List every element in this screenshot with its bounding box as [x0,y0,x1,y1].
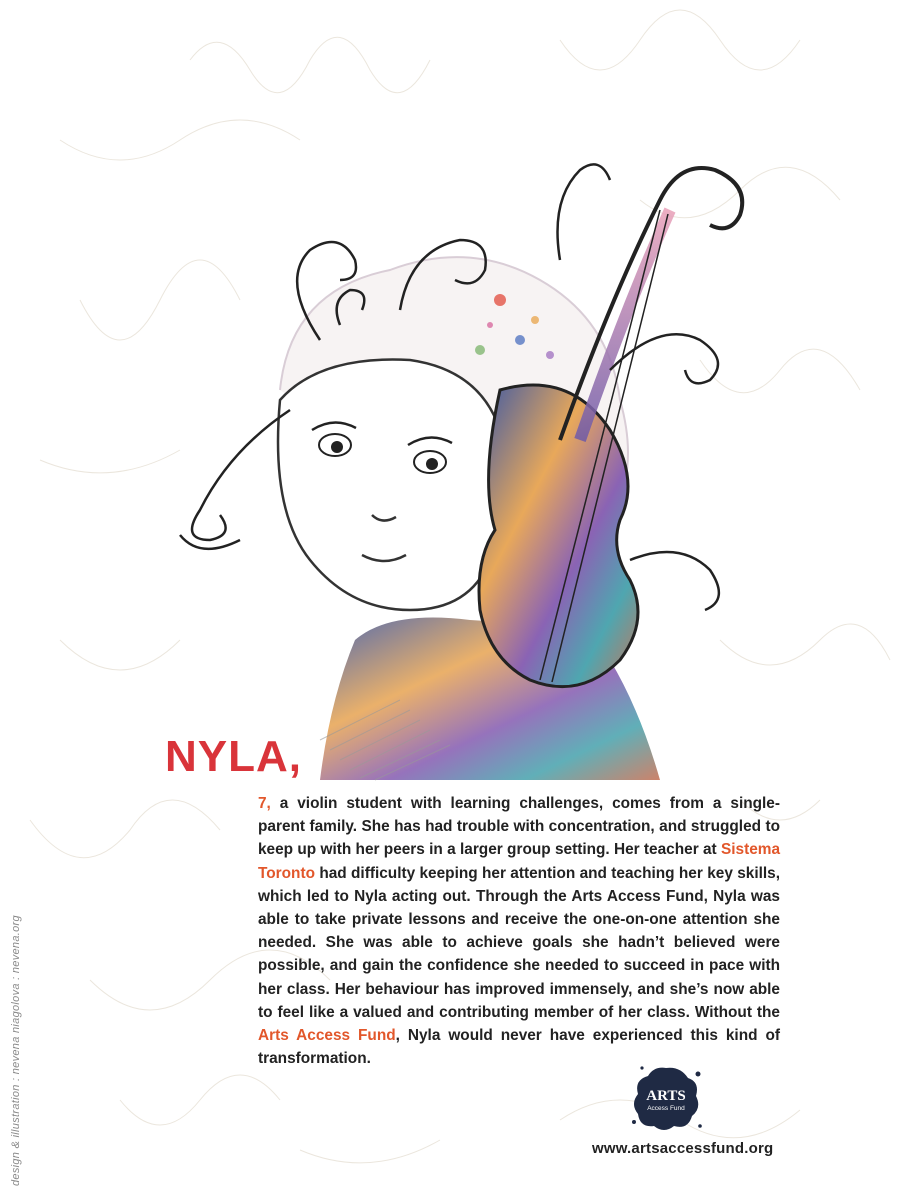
girl-violin-illustration [140,140,830,830]
design-credit: design & illustration : nevena niagolova : nevena.org [10,915,22,1186]
logo-line1: ARTS [646,1088,686,1104]
story-age: 7, [258,795,271,812]
story-text-part3: , Nyla would never have experienced this kind of transformation. [258,1027,780,1068]
arts-access-fund-logo [628,1060,704,1136]
story-org-name: Sistema Toronto [258,841,780,882]
story-fund-name: Arts Access Fund [258,1027,396,1045]
headline-name: NYLA, [165,732,302,781]
logo-line2: Access Fund [647,1105,685,1112]
story-text-part2: had difficulty keeping her attention and teaching her key skills, which led to Nyla acting out. Through the Arts Access Fund, Nyla was able to take private lessons and receive the one-on-one attention she needed. She was able to achieve goals she hadn’t believed were possible, and gain the confidence she needed to succeed in pace with her class. Her behaviour has improved immensely, and she’s now able to feel like a valued and contributing member of her class. Without the [258,864,780,1021]
story-text-part1: a violin student with learning challenges, comes from a single-parent family. She has had trouble with concentration, and struggled to keep up with her peers in a larger group setting. Her teacher at [258,795,780,859]
story-paragraph [258,792,780,1070]
website-url: www.artsaccessfund.org [592,1140,774,1157]
